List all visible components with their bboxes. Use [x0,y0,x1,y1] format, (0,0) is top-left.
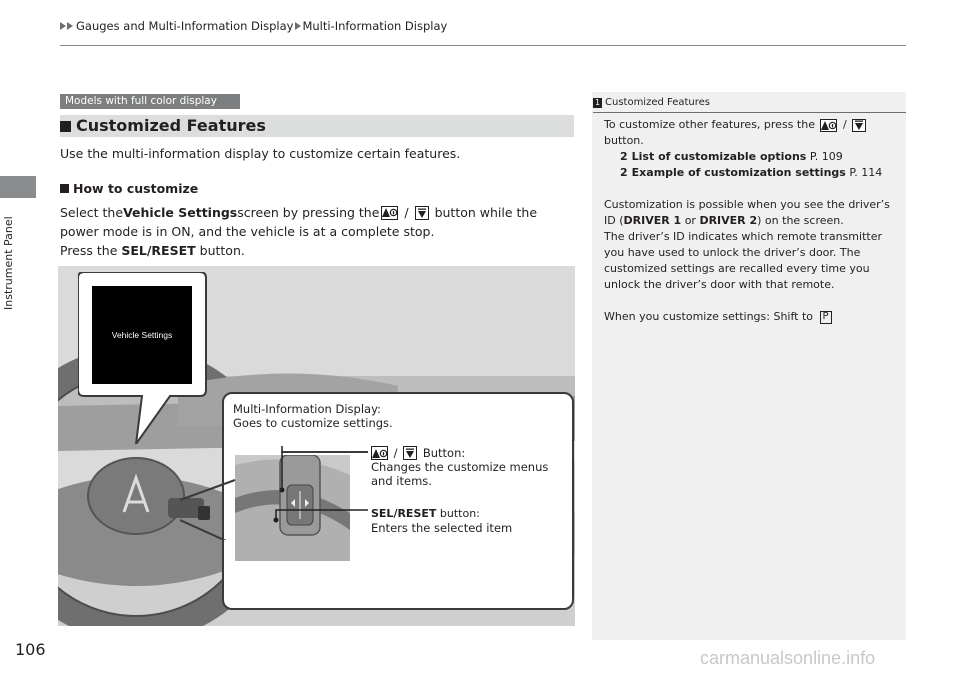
ref-page[interactable]: P. 114 [845,166,883,179]
text-run: Button: [419,446,466,460]
info-up-icon [381,206,398,220]
bullet-square-icon [60,184,69,193]
sidebar-p1-line-1 [604,117,890,133]
sidebar-p3 [604,309,890,325]
sel-reset-term: SEL/RESET [371,507,437,520]
callout-sel-text [371,507,512,535]
callout-button-line-2: Changes the customize menus [371,460,549,474]
sidebar-p2-line-2 [604,213,890,229]
breadcrumb-page[interactable]: Multi-Information Display [302,19,448,33]
sidebar-ref-2[interactable] [604,165,890,181]
sidebar-heading [593,97,710,108]
breadcrumb [60,19,447,33]
how-to-line-1 [60,203,537,222]
sidebar-p2-line-1: Customization is possible when you see the driver’s [604,198,890,211]
how-to-line-3 [60,241,537,260]
ref-link-text[interactable]: List of customizable options [631,150,807,163]
text-run: / [390,446,402,460]
chapter-tab-marker [0,176,36,198]
how-to-line-2: power mode is in ON, and the vehicle is at a complete stop. [60,224,435,239]
header-rule [60,45,906,46]
chapter-tab-label: Instrument Panel [2,216,15,310]
ref-page[interactable]: P. 109 [806,150,843,163]
breadcrumb-arrow-icon [67,22,73,30]
section-title-text: Customized Features [76,116,266,135]
text-run: / [400,205,413,220]
note-badge: 1 [594,98,601,107]
text-run: / [839,118,851,131]
callout-sel-line-2: Enters the selected item [371,521,513,535]
how-to-heading [60,181,198,196]
breadcrumb-section[interactable]: Gauges and Multi-Information Display [76,19,294,33]
breadcrumb-arrow-icon [60,22,66,30]
vehicle-settings-term: Vehicle Settings [123,205,238,220]
info-up-icon [820,119,837,132]
sidebar-body [604,117,890,325]
shift-p-indicator: P [820,311,832,324]
text-run: Press the [60,243,122,258]
driver-1-term: DRIVER 1 [623,214,682,227]
watermark: carmanualsonline.info [700,648,876,668]
text-run: button while the [430,205,538,220]
sidebar-p2-line-5: customized settings are recalled every time you [604,262,870,275]
callout-display-line-2: Goes to customize settings. [233,416,393,430]
callout-display-text [233,402,393,430]
sel-reset-term: SEL/RESET [121,243,196,258]
text-run: Select the [60,205,124,220]
text-run: To customize other features, press the [604,118,819,131]
info-down-icon [403,446,417,460]
callout-button-line-1 [371,446,548,460]
how-to-paragraph [60,203,537,260]
spacer [604,293,890,309]
sidebar-heading-text: Customized Features [605,97,711,108]
sidebar-p2-line-3: The driver’s ID indicates which remote transmitter [604,230,882,243]
breadcrumb-arrow-icon [295,22,301,30]
spacer [604,181,890,197]
leader-lines [180,440,380,540]
double-arrow-icon: 2 [620,166,628,179]
how-to-heading-text: How to customize [73,181,199,196]
sidebar-p1-line-2: button. [604,134,644,147]
text-run: When you customize settings: Shift to [604,310,817,323]
callout-button-text [371,446,548,488]
section-title [60,115,266,137]
mid-screen [92,286,192,384]
callout-sel-line-1 [371,507,512,521]
text-run: screen by pressing the [237,205,380,220]
text-run: button. [195,243,245,258]
page-number: 106 [15,640,46,659]
ref-link-text[interactable]: Example of customization settings [631,166,846,179]
info-up-icon [371,446,388,460]
sidebar-p2-line-4: you have used to unlock the driver’s door. The [604,246,861,259]
sidebar-p2-line-6: unlock the driver’s door with that remote. [604,278,835,291]
callout-button-line-3: and items. [371,474,432,488]
mid-screen-label: Vehicle Settings [111,330,173,340]
bullet-square-icon [60,121,71,132]
double-arrow-icon: 2 [620,150,628,163]
driver-2-term: DRIVER 2 [699,214,758,227]
info-down-icon [415,206,429,220]
models-tag: Models with full color display [60,94,240,109]
text-run: or [681,214,700,227]
sidebar-ref-1[interactable] [604,149,890,165]
callout-display-line-1: Multi-Information Display: [233,402,381,416]
sidebar-heading-rule [593,112,906,113]
info-down-icon [852,119,866,132]
text-run: button: [436,507,480,520]
intro-text: Use the multi-information display to customize certain features. [60,146,461,161]
text-run: ID ( [604,214,624,227]
text-run: ) on the screen. [757,214,844,227]
